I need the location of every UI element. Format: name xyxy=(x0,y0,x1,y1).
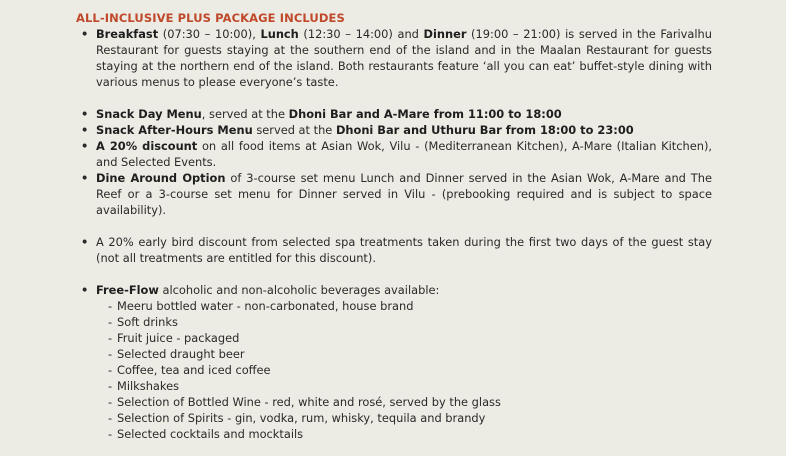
snack-day-venue: Dhoni Bar and A-Mare from 11:00 to 18:00 xyxy=(288,107,562,121)
dine-around-text: of 3-course set menu Lunch and Dinner served in the Asian Wok, A-Mare and The Reef or a 3-course set menu for Dinner served in Vilu - (prebooking required and is subject to space availability). xyxy=(96,171,712,217)
beverage-item: - Milkshakes xyxy=(108,378,712,394)
snack-day-label: Snack Day Menu xyxy=(96,107,202,121)
breakfast-time: (07:30 – 10:00), xyxy=(158,27,261,41)
dine-around-item xyxy=(76,170,712,218)
beverage-item: - Selection of Bottled Wine - red, white and rosé, served by the glass xyxy=(108,394,712,410)
snack-day-item xyxy=(76,106,712,122)
beverage-item: - Soft drinks xyxy=(108,314,712,330)
lunch-label: Lunch xyxy=(260,27,299,41)
discount-text: on all food items at Asian Wok, Vilu - (Mediterranean Kitchen), A-Mare (Italian Kitchen), and Selected Events. xyxy=(96,139,713,169)
beverage-item: - Selection of Spirits - gin, vodka, rum, whisky, tequila and brandy xyxy=(108,410,712,426)
beverage-item: - Selected draught beer xyxy=(108,346,712,362)
discount-item xyxy=(76,138,712,170)
spa-discount-item: • A 20% early bird discount from selected spa treatments taken during the first two days of the guest stay (not all treatments are entitled for this discount). xyxy=(76,234,712,266)
meals-item xyxy=(76,26,712,90)
meals-description: (19:00 – 21:00) is served in the Farivalhu Restaurant for guests staying at the southern end of the island and in the Maalan Restaurant for guests staying at the northern end of the island. Both restaurants feature ‘all you can eat’ buffet-style dining with various menus to please everyone’s taste. xyxy=(96,27,712,89)
beverage-item: - Meeru bottled water - non-carbonated, house brand xyxy=(108,298,712,314)
snack-after-hours-label: Snack After-Hours Menu xyxy=(96,123,253,137)
dinner-label: Dinner xyxy=(423,27,467,41)
discount-label: A 20% discount xyxy=(96,139,198,153)
dine-around-label: Dine Around Option xyxy=(96,171,226,185)
free-flow-label: Free-Flow xyxy=(96,283,159,297)
lunch-time: (12:30 – 14:00) and xyxy=(298,27,424,41)
beverage-item: - Coffee, tea and iced coffee xyxy=(108,362,712,378)
snack-day-text: , served at the xyxy=(201,107,289,121)
free-flow-item xyxy=(76,282,712,442)
breakfast-label: Breakfast xyxy=(96,27,159,41)
beverage-list xyxy=(96,298,712,442)
package-document xyxy=(76,10,712,442)
section-heading: ALL-INCLUSIVE PLUS PACKAGE INCLUDES xyxy=(76,11,345,25)
free-flow-text: alcoholic and non-alcoholic beverages available: xyxy=(158,283,440,297)
snack-after-hours-item xyxy=(76,122,712,138)
snack-after-hours-venue: Dhoni Bar and Uthuru Bar from 18:00 to 23:00 xyxy=(335,123,634,137)
beverage-item: - Selected cocktails and mocktails xyxy=(108,426,712,442)
beverage-item: - Fruit juice - packaged xyxy=(108,330,712,346)
snack-after-hours-text: served at the xyxy=(252,123,336,137)
inclusions-list xyxy=(76,26,712,442)
